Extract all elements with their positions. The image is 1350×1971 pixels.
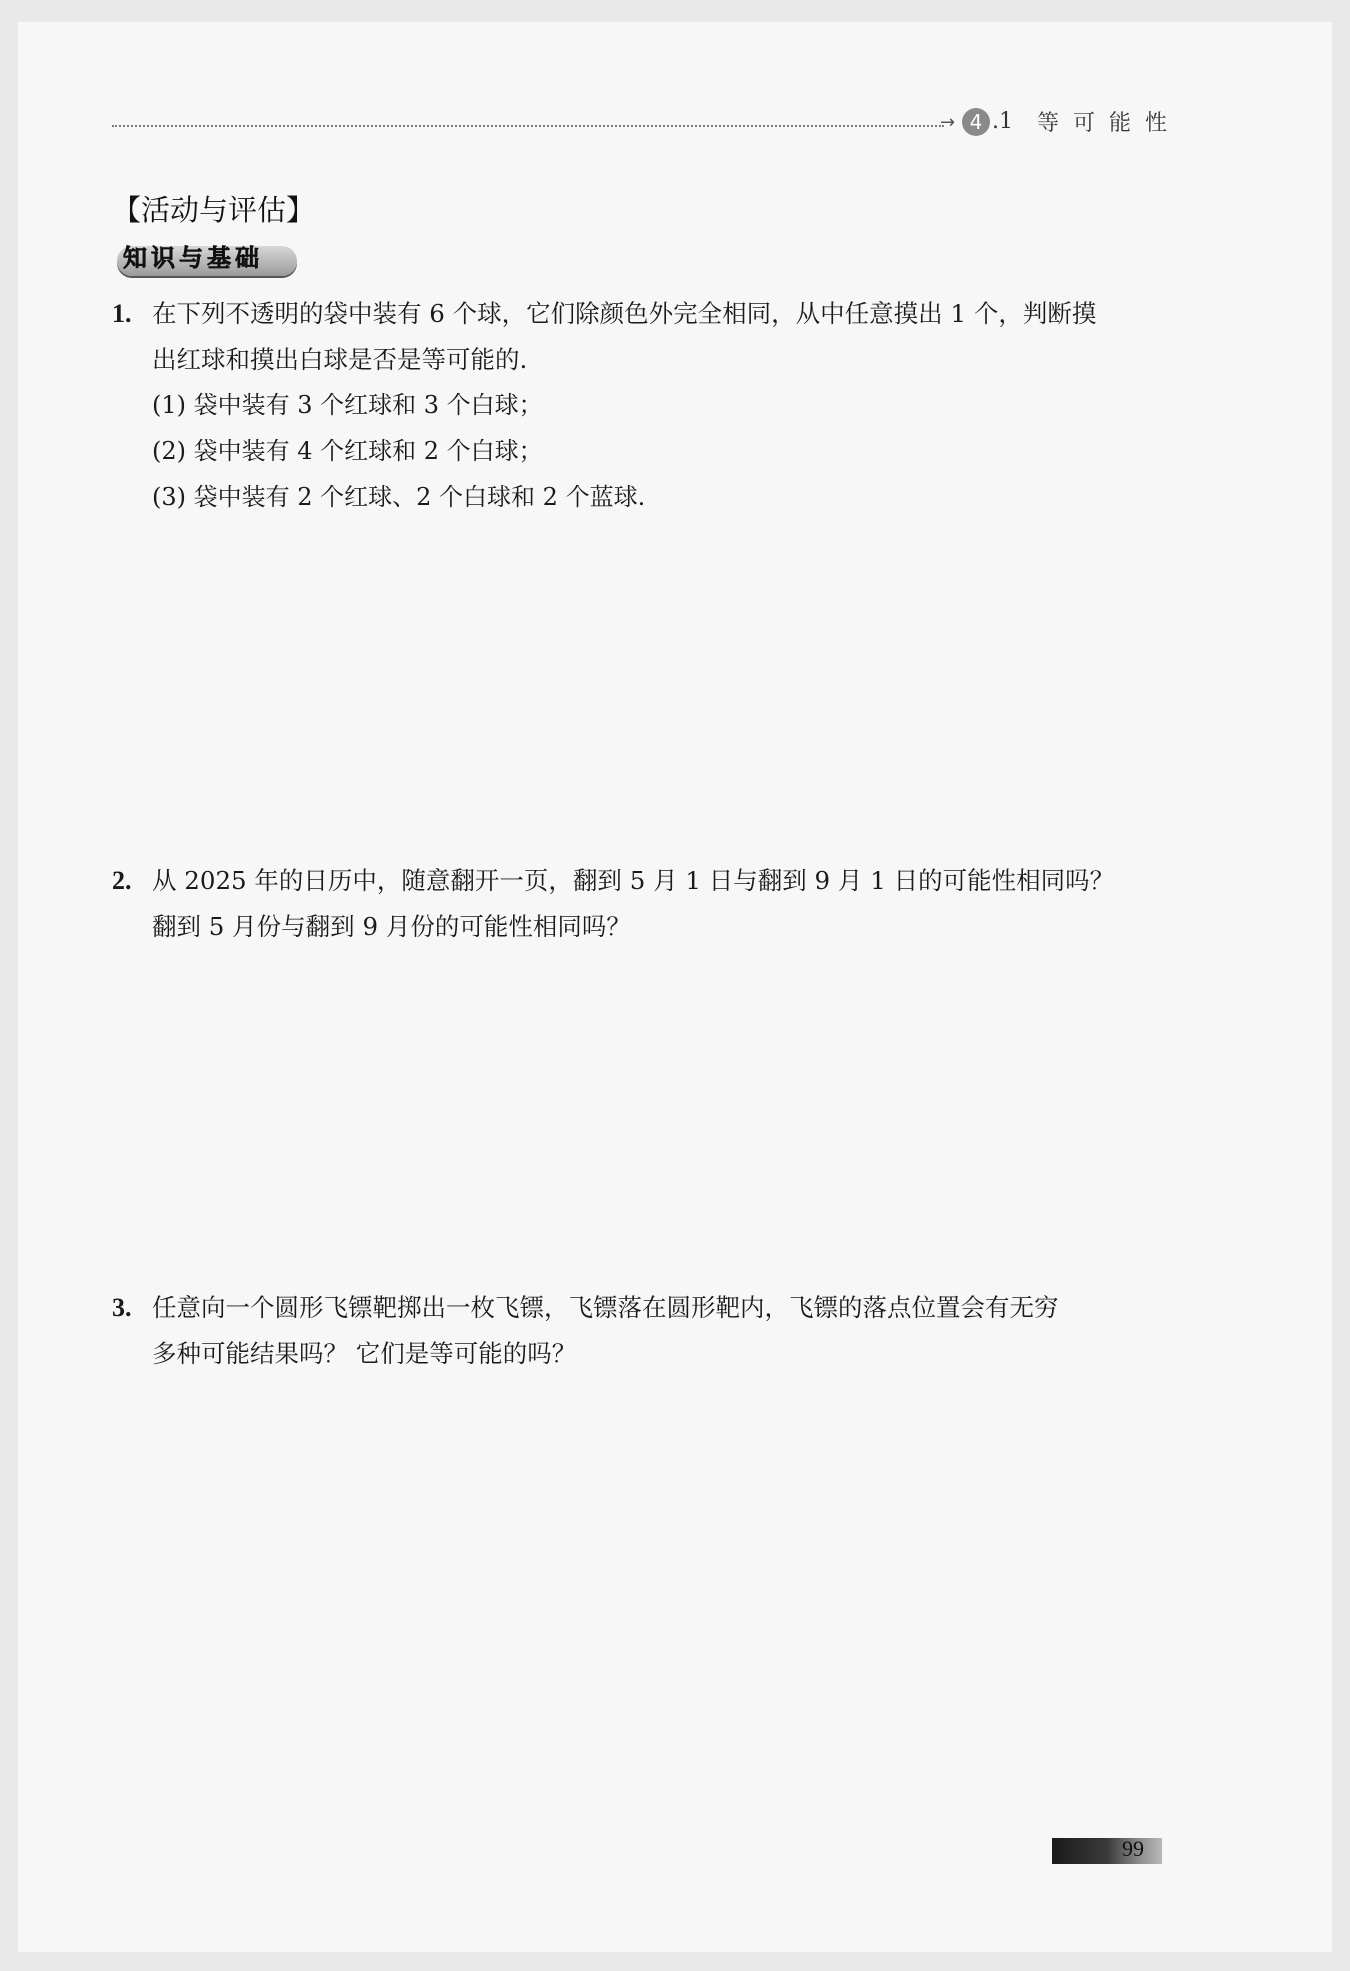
section-number: .1 <box>992 109 1013 134</box>
problem-line: 出红球和摸出白球是否是等可能的. <box>152 345 528 374</box>
subitem-1: (1) 袋中装有 3 个红球和 3 个白球； <box>152 391 543 419</box>
problem-number: 1. <box>112 299 132 328</box>
page-number-tab <box>1052 1838 1162 1864</box>
subitem-3: (3) 袋中装有 2 个红球、2 个白球和 2 个蓝球. <box>152 483 646 511</box>
page-number: 99 <box>1122 1836 1144 1861</box>
problem-line: 多种可能结果吗？ 它们是等可能的吗？ <box>152 1339 577 1368</box>
section-title: 等可能性 <box>1037 111 1182 136</box>
header-arrow-icon: → <box>940 112 956 133</box>
problem-3 <box>112 1285 1212 1377</box>
problem-2 <box>112 858 1212 950</box>
problem-line: 从 2025 年的日历中，随意翻开一页，翻到 5 月 1 日与翻到 9 月 1 日的可能性相同吗？ <box>152 866 1115 895</box>
running-header <box>962 106 1181 137</box>
problem-number: 2. <box>112 866 132 895</box>
problem-line: 翻到 5 月份与翻到 9 月份的可能性相同吗？ <box>152 912 631 941</box>
knowledge-badge-label: 知识与基础 <box>123 244 263 272</box>
chapter-number-badge: 4 <box>962 108 990 136</box>
problem-line: 在下列不透明的袋中装有 6 个球，它们除颜色外完全相同，从中任意摸出 1 个，判断摸 <box>152 299 1097 328</box>
problem-1 <box>112 291 1212 383</box>
problem-number: 3. <box>112 1293 132 1322</box>
knowledge-badge <box>117 246 297 276</box>
activity-heading: 【活动与评估】 <box>112 193 316 227</box>
header-rule <box>112 125 944 127</box>
problem-line: 任意向一个圆形飞镖靶掷出一枚飞镖，飞镖落在圆形靶内，飞镖的落点位置会有无穷 <box>152 1293 1059 1322</box>
subitem-2: (2) 袋中装有 4 个红球和 2 个白球； <box>152 437 543 465</box>
